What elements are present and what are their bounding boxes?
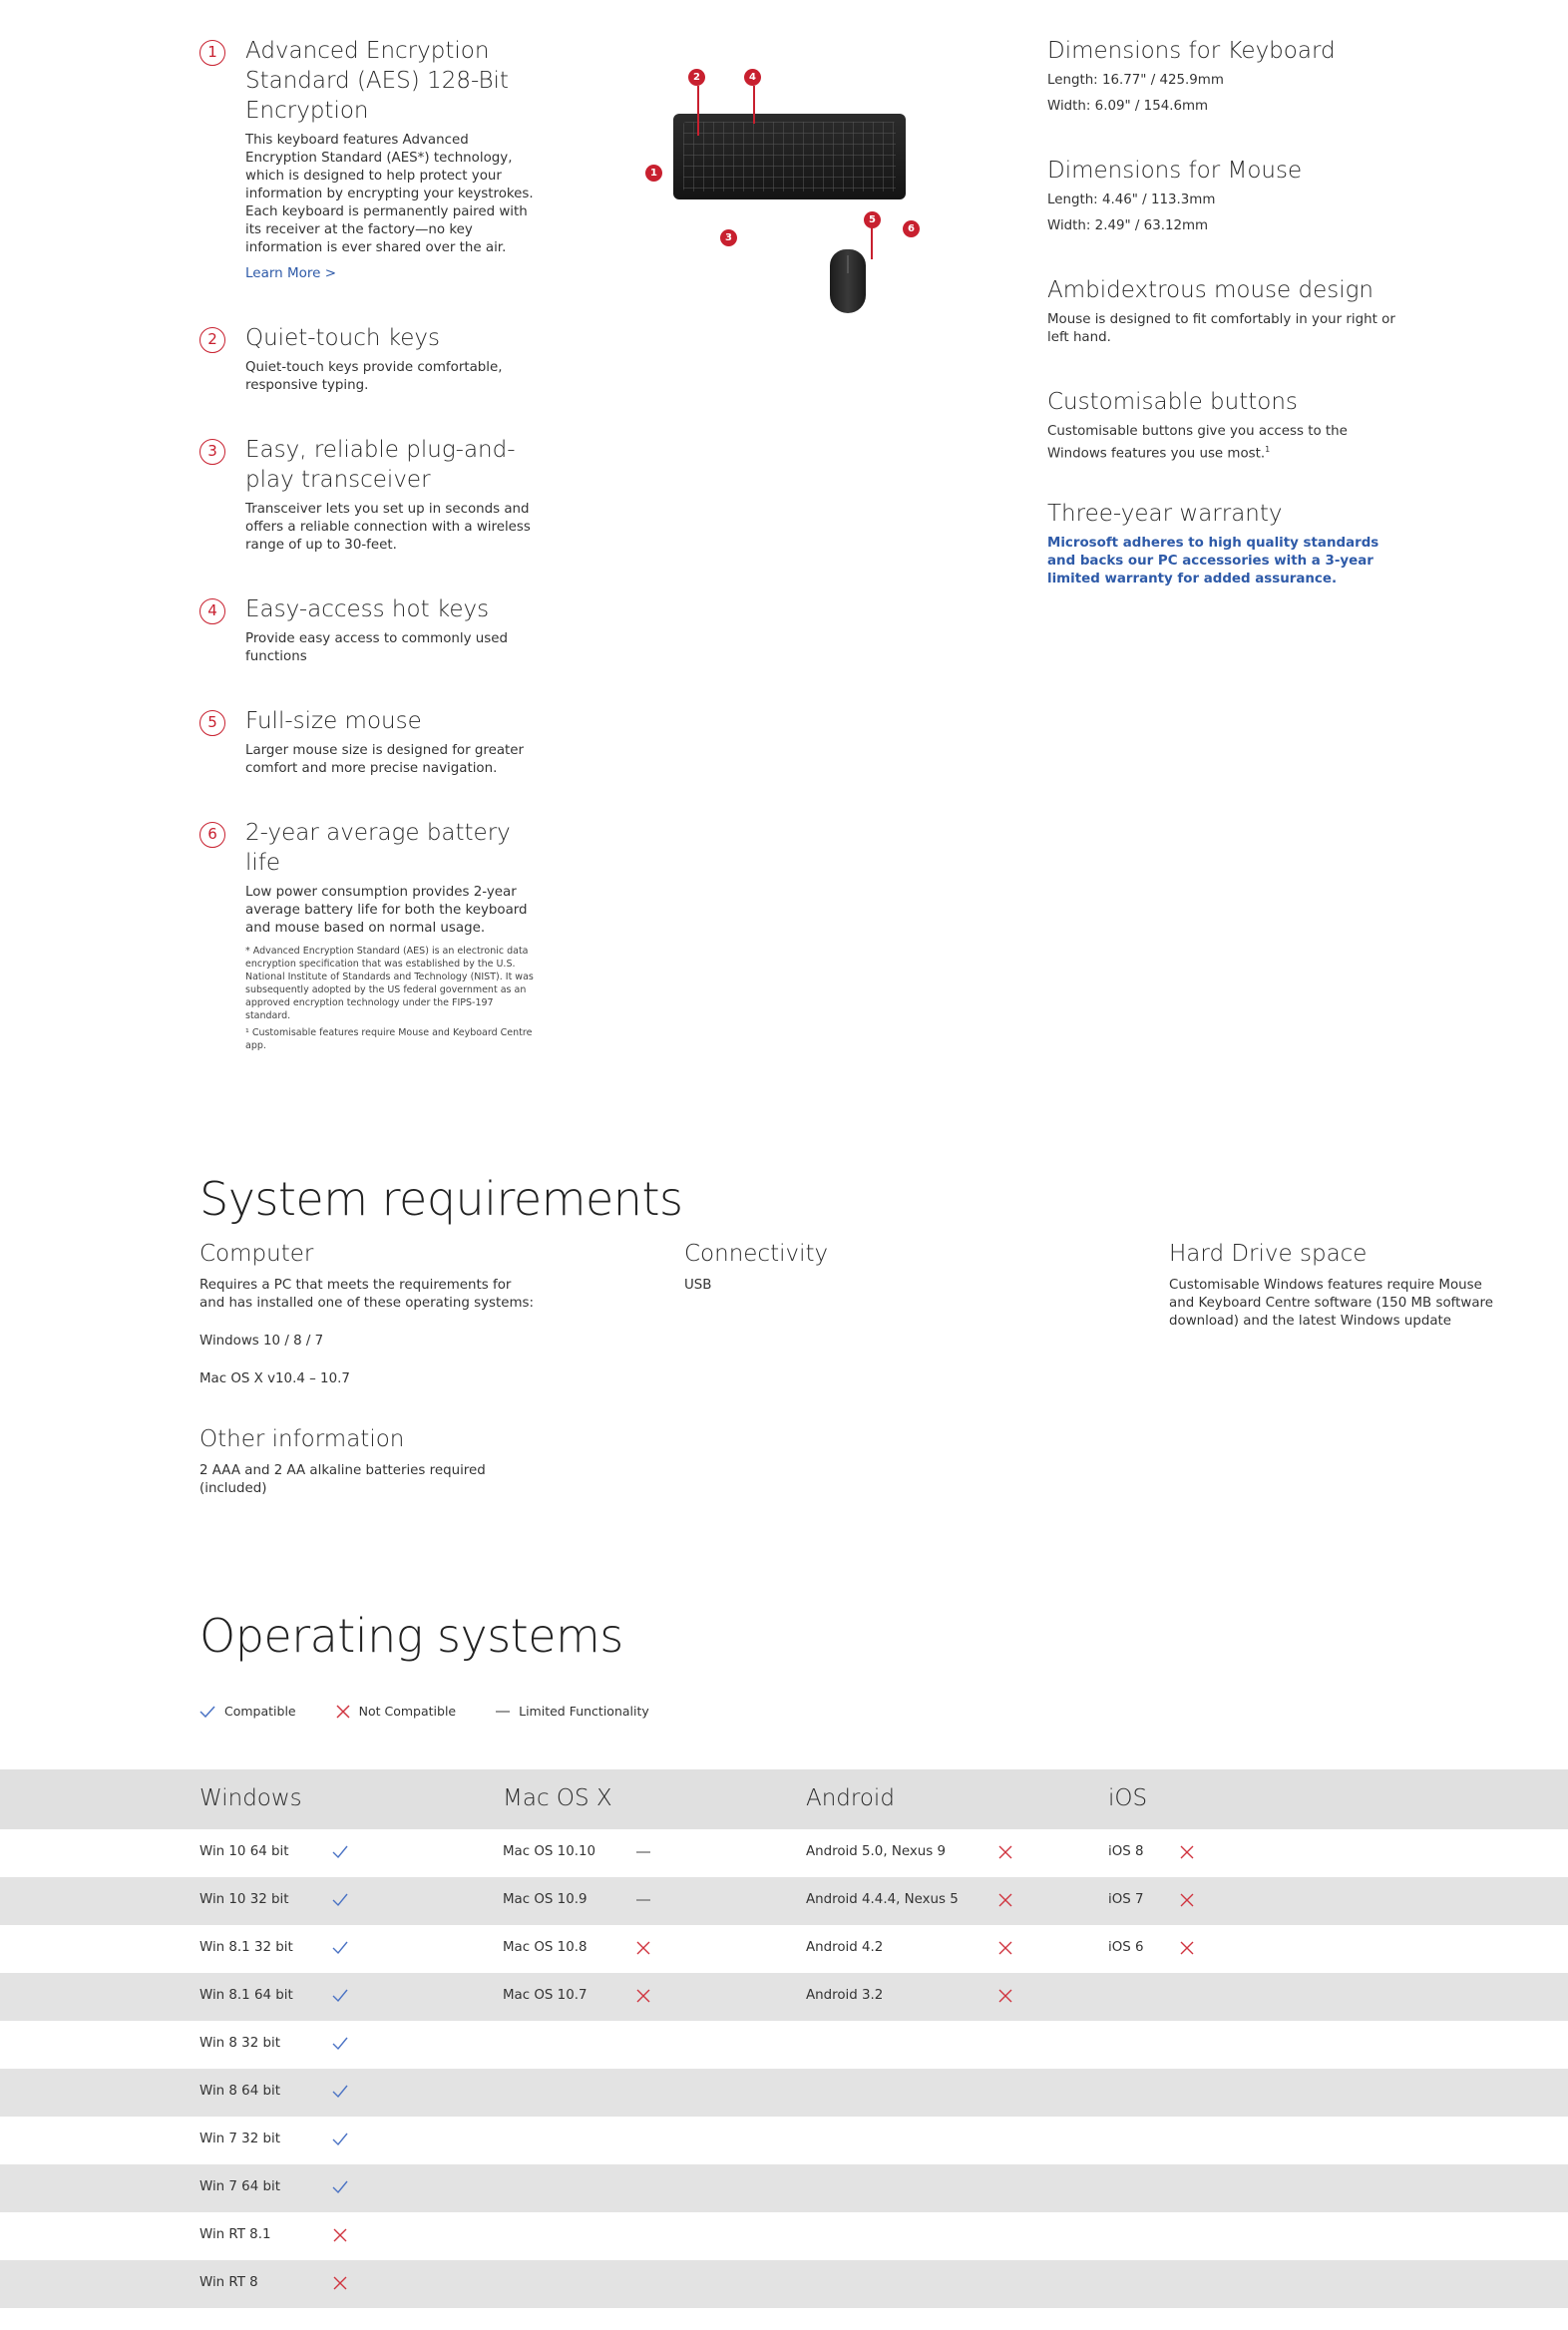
cross-icon	[331, 2274, 349, 2292]
legend-label: Not Compatible	[358, 1704, 457, 1719]
spec-description-text: Customisable buttons give you access to the Windows features you use most.	[1047, 424, 1348, 462]
feature-number: 3	[199, 439, 225, 465]
spec-length: Length: 16.77" / 425.9mm	[1047, 73, 1224, 88]
cross-icon	[1178, 1843, 1196, 1861]
footnote-customisable: ¹ Customisable features require Mouse and Keyboard Centre app.	[245, 1027, 533, 1051]
cross-icon	[634, 1939, 652, 1957]
col-title: Hard Drive space	[1169, 1241, 1368, 1267]
spec-length: Length: 4.46" / 113.3mm	[1047, 193, 1216, 207]
spec-keyboard-dimensions	[1047, 36, 1396, 116]
spec-title: Dimensions for Mouse	[1047, 158, 1303, 184]
cross-icon	[1178, 1891, 1196, 1909]
table-row	[0, 2069, 1568, 2117]
feature-description: This keyboard features Advanced Encryption Standard (AES*) technology, which is designed to help protect your information by encrypting your keystrokes. Each keyboard is permanently paired with its receiver at the factory—no key information is ever shared over the air.	[245, 133, 534, 255]
check-icon	[199, 1706, 215, 1718]
os-name-android: Android 4.4.4, Nexus 5	[806, 1892, 959, 1907]
feature-number: 5	[199, 710, 225, 736]
os-name-ios: iOS 6	[1108, 1940, 1144, 1955]
os-name-windows: Win 8 32 bit	[199, 2036, 280, 2051]
dash-icon	[634, 1891, 652, 1909]
os-name-ios: iOS 7	[1108, 1892, 1144, 1907]
feature-title: Advanced Encryption Standard (AES) 128-Bit Encryption	[245, 38, 509, 124]
os-name-android: Android 4.2	[806, 1940, 884, 1955]
table-row	[0, 2164, 1568, 2212]
os-name-mac: Mac OS 10.10	[503, 1844, 596, 1859]
dash-icon	[496, 1709, 510, 1715]
system-requirements-heading: System requirements	[199, 1172, 683, 1226]
footnotes	[245, 945, 535, 1056]
os-name-windows: Win 7 64 bit	[199, 2179, 280, 2194]
cross-icon	[331, 2226, 349, 2244]
table-row	[0, 2212, 1568, 2260]
feature-title: Easy, reliable plug-and-play transceiver	[245, 437, 516, 493]
callout-4: 4	[744, 69, 761, 86]
spec-width: Width: 6.09" / 154.6mm	[1047, 99, 1209, 114]
col-description: Requires a PC that meets the requirements for and has installed one of these operating systems:	[199, 1278, 534, 1311]
check-icon	[331, 2083, 349, 2101]
feature-quiet-keys	[199, 323, 539, 395]
sysreq-other	[199, 1424, 539, 1498]
feature-title: 2-year average battery life	[245, 820, 511, 876]
col-title: Connectivity	[684, 1241, 829, 1267]
keyboard-image	[673, 114, 906, 199]
cross-icon	[996, 1987, 1014, 2005]
header-windows: Windows	[199, 1785, 302, 1811]
os-name-ios: iOS 8	[1108, 1844, 1144, 1859]
cross-icon	[996, 1843, 1014, 1861]
feature-number: 2	[199, 327, 225, 353]
col-title: Other information	[199, 1426, 405, 1452]
callout-2: 2	[688, 69, 705, 86]
table-row	[0, 1973, 1568, 2021]
legend-label: Limited Functionality	[519, 1704, 649, 1719]
legend-limited	[496, 1704, 649, 1719]
sysreq-computer	[199, 1239, 539, 1388]
callout-1: 1	[645, 165, 662, 182]
spec-title: Dimensions for Keyboard	[1047, 38, 1336, 64]
feature-description: Transceiver lets you set up in seconds and offers a reliable connection with a wireless range of up to 30-feet.	[245, 502, 531, 553]
table-row	[0, 1829, 1568, 1877]
check-icon	[331, 1939, 349, 1957]
feature-battery	[199, 818, 539, 938]
os-name-android: Android 3.2	[806, 1988, 884, 2003]
footnote-ref: 1	[1265, 445, 1271, 454]
spec-title: Customisable buttons	[1047, 389, 1298, 415]
spec-description: Mouse is designed to fit comfortably in your right or left hand.	[1047, 312, 1395, 345]
check-icon	[331, 2131, 349, 2148]
os-name-mac: Mac OS 10.9	[503, 1892, 588, 1907]
sysreq-connectivity	[684, 1239, 1023, 1295]
os-name-windows: Win 8.1 64 bit	[199, 1988, 293, 2003]
cross-icon	[634, 1987, 652, 2005]
header-ios: iOS	[1108, 1785, 1148, 1811]
cross-icon	[996, 1891, 1014, 1909]
dash-icon	[634, 1843, 652, 1861]
col-description: Customisable Windows features require Mouse and Keyboard Centre software (150 MB software download) and the latest Windows update	[1169, 1278, 1493, 1329]
os-name-windows: Win 10 32 bit	[199, 1892, 289, 1907]
spec-customisable-buttons	[1047, 387, 1396, 463]
feature-description: Quiet-touch keys provide comfortable, responsive typing.	[245, 360, 503, 393]
spec-description: Microsoft adheres to high quality standards and backs our PC accessories with a 3-year limited warranty for added assurance.	[1047, 536, 1379, 586]
check-icon	[331, 2178, 349, 2196]
os-name-windows: Win 8.1 32 bit	[199, 1940, 293, 1955]
table-row	[0, 2117, 1568, 2164]
table-row	[0, 2021, 1568, 2069]
os-name-windows: Win 7 32 bit	[199, 2132, 280, 2146]
spec-description	[1047, 423, 1396, 463]
cross-icon	[996, 1939, 1014, 1957]
legend-label: Compatible	[224, 1704, 296, 1719]
feature-aes	[199, 36, 539, 281]
cross-icon	[336, 1705, 350, 1719]
col-title: Computer	[199, 1241, 314, 1267]
product-image	[638, 60, 938, 329]
os-name-mac: Mac OS 10.7	[503, 1988, 588, 2003]
os-name-mac: Mac OS 10.8	[503, 1940, 588, 1955]
check-icon	[331, 1891, 349, 1909]
os-windows: Windows 10 / 8 / 7	[199, 1334, 324, 1349]
feature-description: Larger mouse size is designed for greater comfort and more precise navigation.	[245, 743, 525, 776]
learn-more-link[interactable]: Learn More >	[245, 265, 337, 281]
check-icon	[331, 2035, 349, 2053]
header-mac: Mac OS X	[503, 1785, 612, 1811]
feature-number: 4	[199, 598, 225, 624]
callout-6: 6	[903, 220, 920, 237]
feature-title: Quiet-touch keys	[245, 325, 440, 351]
col-description: USB	[684, 1278, 712, 1293]
spec-warranty	[1047, 499, 1396, 588]
feature-description: Provide easy access to commonly used functions	[245, 631, 508, 664]
operating-systems-heading: Operating systems	[199, 1609, 623, 1663]
callout-3: 3	[720, 229, 737, 246]
mouse-image	[830, 249, 866, 313]
check-icon	[331, 1843, 349, 1861]
feature-number: 1	[199, 40, 225, 66]
feature-title: Full-size mouse	[245, 708, 422, 734]
callout-5: 5	[864, 211, 881, 228]
footnote-aes: * Advanced Encryption Standard (AES) is an electronic data encryption specification that was established by the U.S. National Institute of Standards and Technology (NIST). It was subsequently adopted by the US federal government as an approved encryption technology under the FIPS-197 standard.	[245, 946, 534, 1021]
spec-ambidextrous	[1047, 275, 1396, 347]
legend-compatible	[199, 1704, 296, 1719]
os-table-header	[0, 1769, 1568, 1829]
header-android: Android	[806, 1785, 895, 1811]
feature-mouse	[199, 706, 539, 778]
sysreq-hard-drive	[1169, 1239, 1508, 1331]
compatibility-legend	[199, 1704, 689, 1719]
col-description: 2 AAA and 2 AA alkaline batteries required (included)	[199, 1463, 486, 1496]
os-name-windows: Win RT 8	[199, 2275, 258, 2290]
feature-hot-keys	[199, 594, 539, 666]
os-mac: Mac OS X v10.4 – 10.7	[199, 1371, 350, 1386]
os-name-windows: Win 10 64 bit	[199, 1844, 289, 1859]
table-row	[0, 1877, 1568, 1925]
os-name-windows: Win 8 64 bit	[199, 2084, 280, 2099]
os-name-windows: Win RT 8.1	[199, 2227, 271, 2242]
spec-width: Width: 2.49" / 63.12mm	[1047, 218, 1209, 233]
cross-icon	[1178, 1939, 1196, 1957]
feature-title: Easy-access hot keys	[245, 596, 490, 622]
check-icon	[331, 1987, 349, 2005]
spec-title: Ambidextrous mouse design	[1047, 277, 1373, 303]
feature-description: Low power consumption provides 2-year average battery life for both the keyboard and mouse based on normal usage.	[245, 885, 528, 936]
table-row	[0, 1925, 1568, 1973]
spec-title: Three-year warranty	[1047, 501, 1283, 527]
feature-number: 6	[199, 822, 225, 848]
feature-transceiver	[199, 435, 539, 555]
spec-mouse-dimensions	[1047, 156, 1396, 235]
os-name-android: Android 5.0, Nexus 9	[806, 1844, 947, 1859]
legend-not-compatible	[336, 1704, 457, 1719]
table-row	[0, 2260, 1568, 2308]
os-table-body	[0, 1829, 1568, 2308]
